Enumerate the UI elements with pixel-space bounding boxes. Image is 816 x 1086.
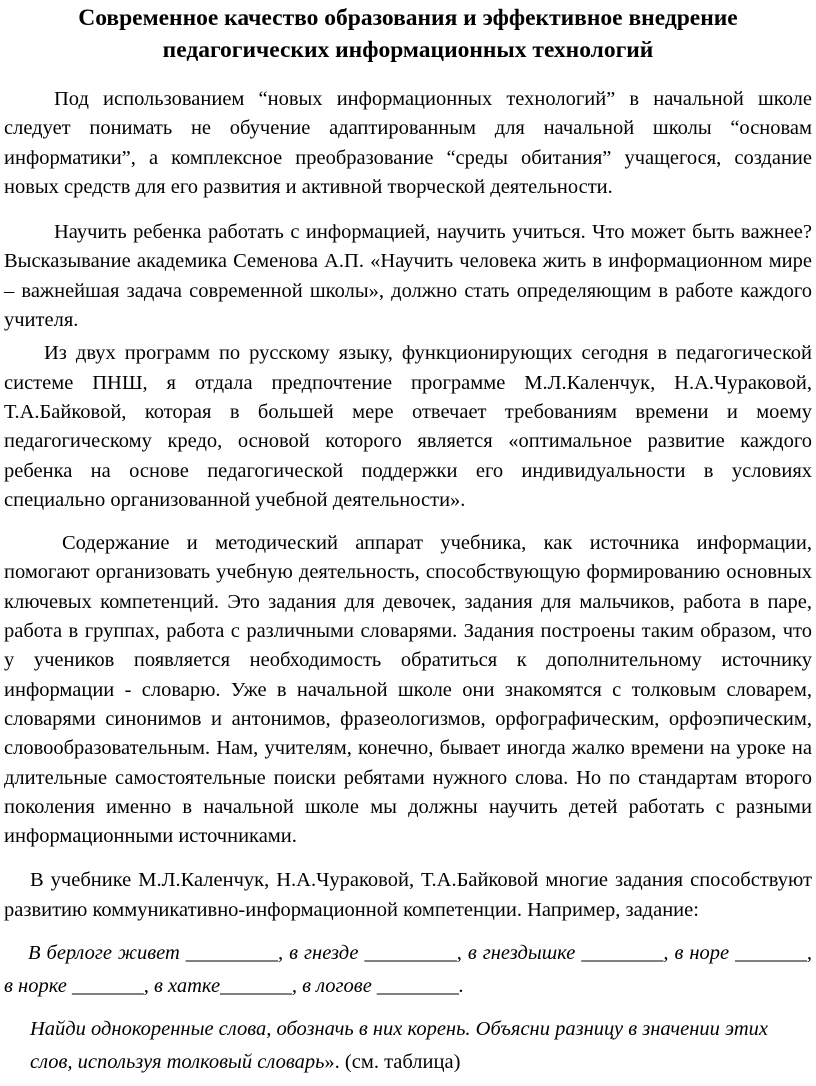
- paragraph-2: Научить ребенка работать с информацией, научить учиться. Что может быть важнее? Высказывание академика Семенова А.П. «Научить человека жить в информационном мире – важнейшая задача современной школы», должно стать определяющим в работе каждого учителя.: [4, 221, 812, 332]
- paragraph-4: Содержание и методический аппарат учебника, как источника информации, помогают организовать учебную деятельность, способствующую формированию основных ключевых компетенций. Это задания для девочек, задания для мальчиков, работа в паре, работа в группах, работа с различными словарями. Задания построены таким образом, что у учеников появляется необходимость обратиться к дополнительному источнику информации - словарю. Уже в начальной школе они знакомятся с толковым словарем, словарями синонимов и антонимов, фразеологизмов, орфографическим, орфоэпическим, словообразовательным. Нам, учителям, конечно, бывает иногда жалко времени на уроке на длительные самостоятельные поиски ребятами нужного слова. Но по стандартам второго поколения именно в начальной школе мы должны научить детей работать с разными информационными источниками.: [4, 532, 812, 848]
- document-title: [4, 0, 812, 66]
- paragraph-1: Под использованием “новых информационных технологий” в начальной школе следует понимать не обучение адаптированным для начальной школы “основам информатики”, а комплексное преобразование “среды обитания” учащегося, создание новых средств для его развития и активной творческой деятельности.: [4, 88, 812, 198]
- exercise-instruction: [4, 1013, 812, 1079]
- title-line-2: педагогических информационных технологий: [162, 37, 654, 63]
- instruction-tail: ». (см. таблица): [324, 1051, 461, 1074]
- paragraph-3: Из двух программ по русскому языку, функционирующих сегодня в педагогической системе ПНШ, я отдала предпочтение программе М.Л.Каленчук, Н.А.Чураковой, Т.А.Байковой, которая в большей мере отвечает требованиям времени и моему педагогическому кредо, основой которого является «оптимальное развитие каждого ребенка на основе педагогической поддержки его индивидуальности в условиях специально организованной учебной деятельности».: [4, 342, 812, 511]
- title-line-1: Современное качество образования и эффективное внедрение: [78, 5, 738, 31]
- instruction-italic: Найди однокоренные слова, обозначь в них корень. Объясни разницу в значении этих слов, используя толковый словарь: [30, 1018, 768, 1074]
- exercise-text: В берлоге живет _________, в гнезде _________, в гнездышке ________, в норе _______, в норке _______, в хатке_______, в логове ________.: [4, 942, 812, 998]
- paragraph-5: В учебнике М.Л.Каленчук, Н.А.Чураковой, Т.А.Байковой многие задания способствуют развитию коммуникативно-информационной компетенции. Например, задание:: [4, 869, 812, 921]
